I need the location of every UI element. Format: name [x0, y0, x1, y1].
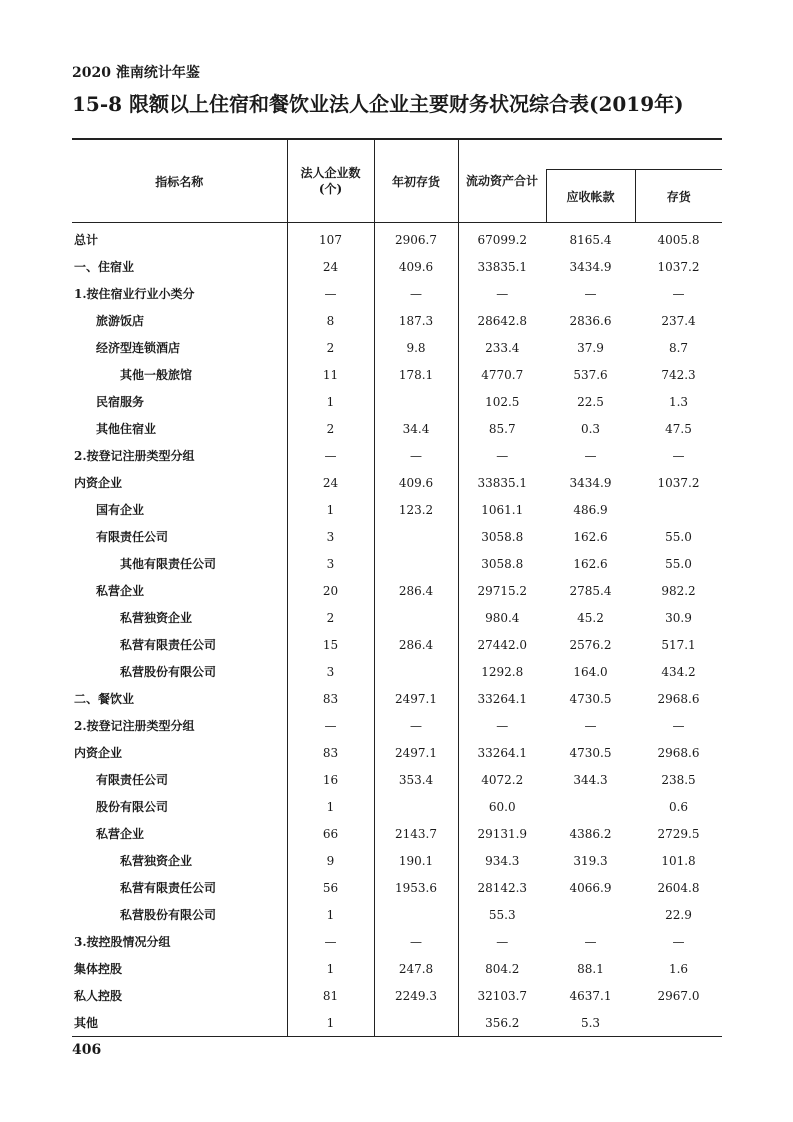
- cell-current-assets: 27442.0: [458, 631, 546, 658]
- cell-opening-inventory: [374, 550, 458, 577]
- cell-opening-inventory: 2143.7: [374, 820, 458, 847]
- cell-inventory: 30.9: [665, 610, 692, 625]
- cell-enterprise-count: 83: [287, 739, 374, 766]
- table-row: [72, 280, 722, 307]
- cell-inventory: 237.4: [661, 313, 696, 328]
- cell-current-assets: 3058.8: [458, 550, 546, 577]
- cell-current-assets: 28642.8: [458, 307, 546, 334]
- table-row: [72, 223, 722, 254]
- cell-enterprise-count: 66: [287, 820, 374, 847]
- cell-opening-inventory: 178.1: [374, 361, 458, 388]
- cell-enterprise-count: 9: [287, 847, 374, 874]
- cell-current-assets: 934.3: [458, 847, 546, 874]
- cell-receivables: —: [584, 934, 597, 949]
- cell-receivables: 8165.4: [569, 232, 612, 247]
- cell-inventory: 1037.2: [657, 259, 700, 274]
- cell-opening-inventory: —: [374, 928, 458, 955]
- cell-indicator-name: 私营股份有限公司: [120, 908, 217, 922]
- cell-receivables: 4386.2: [569, 826, 612, 841]
- cell-inventory: 22.9: [665, 907, 692, 922]
- cell-current-assets: 233.4: [458, 334, 546, 361]
- cell-indicator-name: 旅游饭店: [96, 314, 145, 328]
- cell-opening-inventory: [374, 658, 458, 685]
- cell-enterprise-count: 11: [287, 361, 374, 388]
- cell-receivables: —: [584, 718, 597, 733]
- cell-inventory: 742.3: [661, 367, 696, 382]
- cell-opening-inventory: [374, 604, 458, 631]
- cell-receivables: 4637.1: [569, 988, 612, 1003]
- cell-current-assets: 67099.2: [458, 223, 546, 254]
- cell-receivables: 162.6: [573, 556, 608, 571]
- cell-indicator-name: 有限责任公司: [96, 773, 169, 787]
- cell-enterprise-count: 1: [287, 955, 374, 982]
- header-enterprise-count-line1: 法人企业数: [300, 166, 361, 180]
- cell-indicator-name: 其他有限责任公司: [120, 557, 217, 571]
- running-head: 2020 淮南统计年鉴: [72, 65, 200, 81]
- cell-receivables: 88.1: [577, 961, 604, 976]
- cell-enterprise-count: —: [287, 928, 374, 955]
- header-current-assets: 流动资产合计: [458, 139, 546, 223]
- cell-opening-inventory: 353.4: [374, 766, 458, 793]
- table-row: [72, 631, 722, 658]
- cell-inventory: 2968.6: [657, 691, 700, 706]
- cell-inventory: 101.8: [661, 853, 696, 868]
- cell-inventory: 1.3: [668, 394, 689, 409]
- cell-opening-inventory: 187.3: [374, 307, 458, 334]
- cell-indicator-name: 其他住宿业: [96, 422, 157, 436]
- cell-opening-inventory: 247.8: [374, 955, 458, 982]
- cell-receivables: 4730.5: [569, 691, 612, 706]
- cell-opening-inventory: 123.2: [374, 496, 458, 523]
- cell-receivables: 2836.6: [569, 313, 612, 328]
- table-row: [72, 442, 722, 469]
- cell-opening-inventory: 286.4: [374, 631, 458, 658]
- cell-opening-inventory: —: [374, 280, 458, 307]
- cell-indicator-name: 经济型连锁酒店: [96, 341, 181, 355]
- cell-opening-inventory: 409.6: [374, 469, 458, 496]
- cell-enterprise-count: 81: [287, 982, 374, 1009]
- cell-enterprise-count: 1: [287, 793, 374, 820]
- cell-inventory: 434.2: [661, 664, 696, 679]
- cell-current-assets: 55.3: [458, 901, 546, 928]
- cell-indicator-name: 国有企业: [96, 503, 145, 517]
- cell-enterprise-count: 20: [287, 577, 374, 604]
- cell-opening-inventory: 2249.3: [374, 982, 458, 1009]
- cell-inventory: —: [672, 286, 685, 301]
- table-row: [72, 658, 722, 685]
- cell-receivables: 2785.4: [569, 583, 612, 598]
- cell-current-assets: 102.5: [458, 388, 546, 415]
- header-opening-inventory: 年初存货: [374, 139, 458, 223]
- cell-indicator-name: 一、住宿业: [74, 260, 135, 274]
- cell-opening-inventory: [374, 1009, 458, 1037]
- table-row: [72, 415, 722, 442]
- cell-enterprise-count: —: [287, 712, 374, 739]
- cell-receivables: —: [584, 448, 597, 463]
- cell-receivables: 0.3: [580, 421, 601, 436]
- table-row: [72, 874, 722, 901]
- cell-indicator-name: 私营有限责任公司: [120, 881, 217, 895]
- cell-current-assets: 33264.1: [458, 685, 546, 712]
- cell-enterprise-count: 1: [287, 496, 374, 523]
- table-row: [72, 496, 722, 523]
- table-row: [72, 685, 722, 712]
- cell-current-assets: —: [458, 928, 546, 955]
- cell-inventory: [635, 496, 722, 523]
- cell-indicator-name: 1.按住宿业行业小类分: [74, 287, 195, 301]
- cell-inventory: —: [672, 718, 685, 733]
- cell-indicator-name: 私营企业: [96, 827, 145, 841]
- cell-enterprise-count: 3: [287, 658, 374, 685]
- cell-indicator-name: 私营独资企业: [120, 611, 193, 625]
- table-row: [72, 820, 722, 847]
- cell-enterprise-count: 15: [287, 631, 374, 658]
- cell-enterprise-count: 107: [287, 223, 374, 254]
- cell-enterprise-count: —: [287, 280, 374, 307]
- cell-inventory: 517.1: [661, 637, 696, 652]
- header-receivables: 应收帐款: [546, 170, 635, 223]
- cell-enterprise-count: 24: [287, 253, 374, 280]
- cell-inventory: [635, 1009, 722, 1037]
- cell-indicator-name: 集体控股: [74, 962, 123, 976]
- cell-indicator-name: 总计: [74, 233, 99, 247]
- cell-opening-inventory: 9.8: [374, 334, 458, 361]
- cell-enterprise-count: 2: [287, 334, 374, 361]
- cell-inventory: 4005.8: [657, 232, 700, 247]
- cell-indicator-name: 有限责任公司: [96, 530, 169, 544]
- cell-current-assets: 60.0: [458, 793, 546, 820]
- table-row: [72, 253, 722, 280]
- table-row: [72, 982, 722, 1009]
- cell-receivables: 3434.9: [569, 259, 612, 274]
- header-enterprise-count: [287, 139, 374, 223]
- cell-opening-inventory: 1953.6: [374, 874, 458, 901]
- cell-opening-inventory: 34.4: [374, 415, 458, 442]
- table-row: [72, 712, 722, 739]
- cell-inventory: 1.6: [668, 961, 689, 976]
- cell-indicator-name: 私营有限责任公司: [120, 638, 217, 652]
- cell-current-assets: 29131.9: [458, 820, 546, 847]
- table-row: [72, 577, 722, 604]
- cell-opening-inventory: 2497.1: [374, 739, 458, 766]
- cell-current-assets: 4072.2: [458, 766, 546, 793]
- cell-receivables: 37.9: [577, 340, 604, 355]
- cell-opening-inventory: —: [374, 442, 458, 469]
- cell-receivables: —: [584, 286, 597, 301]
- table-row: [72, 739, 722, 766]
- cell-indicator-name: 内资企业: [74, 746, 123, 760]
- cell-current-assets: 28142.3: [458, 874, 546, 901]
- table-title: 15-8 限额以上住宿和餐饮业法人企业主要财务状况综合表(2019年): [72, 92, 684, 116]
- cell-inventory: —: [672, 448, 685, 463]
- cell-indicator-name: 2.按登记注册类型分组: [74, 449, 195, 463]
- cell-indicator-name: 私营企业: [96, 584, 145, 598]
- cell-receivables: 537.6: [573, 367, 608, 382]
- cell-current-assets: —: [458, 442, 546, 469]
- cell-receivables: 45.2: [577, 610, 604, 625]
- cell-inventory: 0.6: [668, 799, 689, 814]
- cell-current-assets: 29715.2: [458, 577, 546, 604]
- cell-indicator-name: 私营独资企业: [120, 854, 193, 868]
- cell-receivables: 22.5: [577, 394, 604, 409]
- cell-indicator-name: 私营股份有限公司: [120, 665, 217, 679]
- cell-inventory: 1037.2: [657, 475, 700, 490]
- cell-inventory: 238.5: [661, 772, 696, 787]
- financial-table: [72, 138, 722, 1037]
- cell-receivables: [546, 793, 635, 820]
- cell-indicator-name: 2.按登记注册类型分组: [74, 719, 195, 733]
- cell-enterprise-count: 8: [287, 307, 374, 334]
- header-inventory: 存货: [635, 170, 722, 223]
- cell-opening-inventory: 2906.7: [374, 223, 458, 254]
- cell-enterprise-count: 3: [287, 550, 374, 577]
- cell-opening-inventory: [374, 901, 458, 928]
- cell-receivables: 344.3: [573, 772, 608, 787]
- cell-enterprise-count: 83: [287, 685, 374, 712]
- cell-opening-inventory: 2497.1: [374, 685, 458, 712]
- cell-current-assets: 980.4: [458, 604, 546, 631]
- cell-current-assets: 33835.1: [458, 469, 546, 496]
- cell-current-assets: 85.7: [458, 415, 546, 442]
- cell-enterprise-count: 1: [287, 901, 374, 928]
- cell-opening-inventory: —: [374, 712, 458, 739]
- header-subgroup-gap: [546, 139, 722, 170]
- cell-indicator-name: 其他: [72, 1009, 287, 1037]
- cell-inventory: —: [672, 934, 685, 949]
- cell-receivables: 4730.5: [569, 745, 612, 760]
- cell-current-assets: 4770.7: [458, 361, 546, 388]
- cell-inventory: 2967.0: [657, 988, 700, 1003]
- cell-enterprise-count: 2: [287, 415, 374, 442]
- header-enterprise-count-unit: (个): [318, 182, 343, 196]
- cell-enterprise-count: 16: [287, 766, 374, 793]
- cell-receivables: 319.3: [573, 853, 608, 868]
- table-row: [72, 307, 722, 334]
- header-indicator-name: 指标名称: [72, 139, 287, 223]
- cell-current-assets: 804.2: [458, 955, 546, 982]
- cell-inventory: 2604.8: [657, 880, 700, 895]
- cell-enterprise-count: 1: [287, 388, 374, 415]
- cell-receivables: 486.9: [573, 502, 608, 517]
- table-row: [72, 523, 722, 550]
- cell-indicator-name: 私人控股: [74, 989, 123, 1003]
- cell-enterprise-count: 24: [287, 469, 374, 496]
- table-row: [72, 1009, 722, 1037]
- cell-enterprise-count: 2: [287, 604, 374, 631]
- cell-enterprise-count: —: [287, 442, 374, 469]
- cell-enterprise-count: 56: [287, 874, 374, 901]
- cell-inventory: 982.2: [661, 583, 696, 598]
- cell-current-assets: 356.2: [458, 1009, 546, 1037]
- cell-indicator-name: 内资企业: [74, 476, 123, 490]
- cell-indicator-name: 3.按控股情况分组: [74, 935, 171, 949]
- cell-enterprise-count: 3: [287, 523, 374, 550]
- table-row: [72, 901, 722, 928]
- cell-inventory: 8.7: [668, 340, 689, 355]
- cell-inventory: 55.0: [665, 529, 692, 544]
- cell-opening-inventory: 286.4: [374, 577, 458, 604]
- cell-receivables: 5.3: [546, 1009, 635, 1037]
- cell-current-assets: 1061.1: [458, 496, 546, 523]
- table-row: [72, 847, 722, 874]
- cell-inventory: 2729.5: [657, 826, 700, 841]
- table-row: [72, 550, 722, 577]
- cell-current-assets: —: [458, 712, 546, 739]
- cell-receivables: 162.6: [573, 529, 608, 544]
- cell-opening-inventory: 409.6: [374, 253, 458, 280]
- cell-inventory: 55.0: [665, 556, 692, 571]
- cell-current-assets: 33835.1: [458, 253, 546, 280]
- cell-receivables: [546, 901, 635, 928]
- table-row: [72, 793, 722, 820]
- cell-indicator-name: 股份有限公司: [96, 800, 169, 814]
- cell-opening-inventory: [374, 388, 458, 415]
- table-row: [72, 334, 722, 361]
- table-row: [72, 469, 722, 496]
- cell-receivables: 3434.9: [569, 475, 612, 490]
- cell-opening-inventory: [374, 523, 458, 550]
- page-number: 406: [72, 1042, 102, 1058]
- table-body: [72, 223, 722, 1037]
- cell-current-assets: 3058.8: [458, 523, 546, 550]
- cell-inventory: 2968.6: [657, 745, 700, 760]
- cell-opening-inventory: 190.1: [374, 847, 458, 874]
- cell-receivables: 4066.9: [569, 880, 612, 895]
- cell-inventory: 47.5: [665, 421, 692, 436]
- table-row: [72, 388, 722, 415]
- cell-indicator-name: 其他一般旅馆: [120, 368, 193, 382]
- table-row: [72, 361, 722, 388]
- cell-current-assets: 33264.1: [458, 739, 546, 766]
- table-row: [72, 955, 722, 982]
- cell-indicator-name: 二、餐饮业: [74, 692, 135, 706]
- cell-current-assets: —: [458, 280, 546, 307]
- cell-opening-inventory: [374, 793, 458, 820]
- cell-enterprise-count: 1: [287, 1009, 374, 1037]
- cell-current-assets: 32103.7: [458, 982, 546, 1009]
- cell-current-assets: 1292.8: [458, 658, 546, 685]
- cell-indicator-name: 民宿服务: [96, 395, 145, 409]
- table-row: [72, 928, 722, 955]
- cell-receivables: 164.0: [573, 664, 608, 679]
- table-row: [72, 604, 722, 631]
- table-row: [72, 766, 722, 793]
- cell-receivables: 2576.2: [569, 637, 612, 652]
- table-header: [72, 139, 722, 223]
